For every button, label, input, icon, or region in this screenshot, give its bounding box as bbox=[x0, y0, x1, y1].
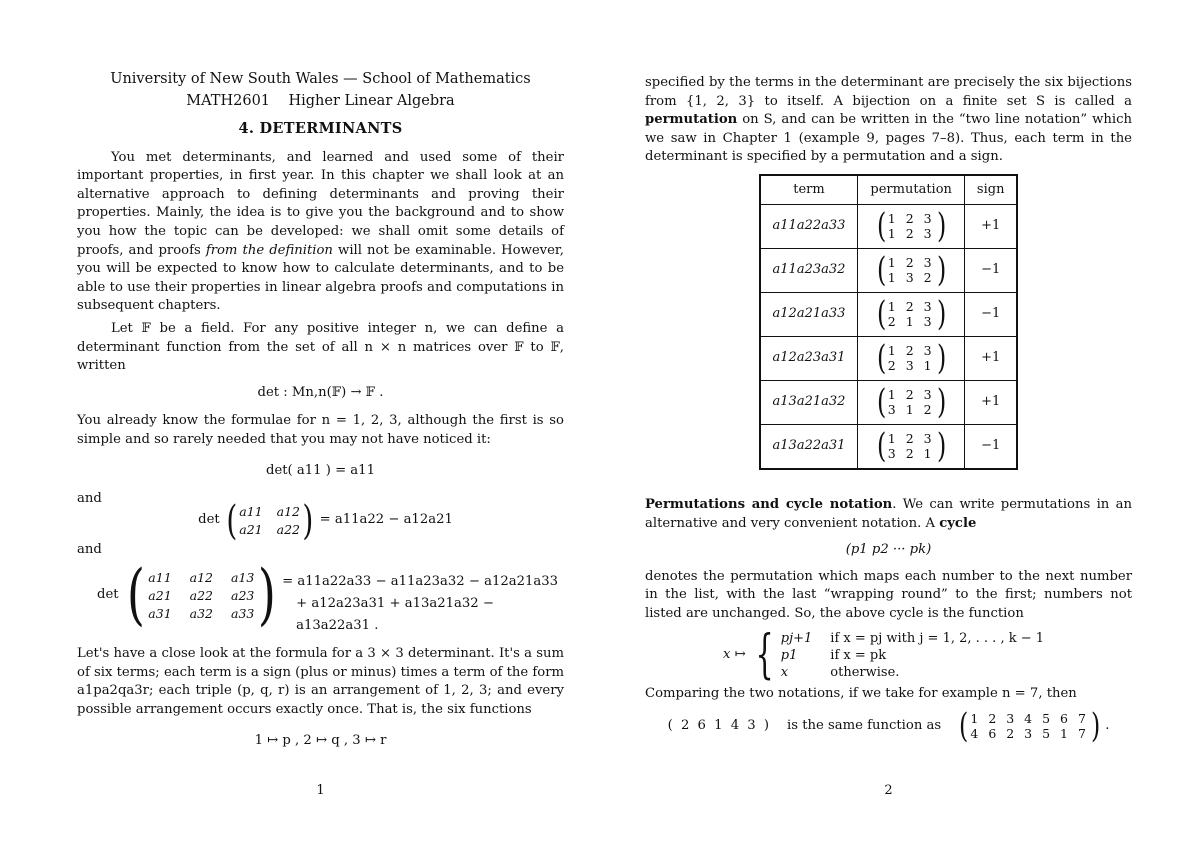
comparison-paragraph: Comparing the two notations, if we take for example n = 7, then bbox=[645, 685, 1077, 701]
case-value: pj+1 bbox=[780, 630, 813, 646]
page-1 bbox=[77, 68, 564, 756]
permutation-term: permutation bbox=[645, 112, 738, 128]
course-title: Higher Linear Algebra bbox=[288, 93, 455, 109]
two-line-permutation bbox=[875, 206, 948, 247]
page-number-2: 2 bbox=[884, 783, 893, 798]
course-header bbox=[77, 90, 564, 112]
field-paragraph: Let 𝔽 be a field. For any positive integer n, we can define a determinant function from the set of all n × n matrices over 𝔽 to 𝔽, written bbox=[77, 320, 564, 374]
equation-period: . bbox=[1105, 717, 1110, 733]
permutation-cell bbox=[858, 424, 965, 469]
case-condition: otherwise. bbox=[830, 664, 900, 680]
table-row bbox=[760, 248, 1018, 292]
term-cell: a12a21a33 bbox=[760, 292, 858, 336]
analysis-paragraph: Let's have a close look at the formula for a 3 × 3 determinant. It's a sum of six terms; each term is a sign (plus or minus) times a term of the form a1pa2qa3r; each triple (p, q, r) is an arrangement of 1, 2, 3; and every possible arrangement occurs exactly once. That is, the six functions bbox=[77, 646, 565, 718]
left-brace: { bbox=[755, 625, 774, 686]
perm-top: 1 2 3 bbox=[887, 387, 935, 403]
intro-text-a: You met determinants, and learned and used some of their important properties, in first year. In this chapter we shall look at an alternative approach to defining determinants and proving their properties. Mainly, the idea is to give you the background and to show you how the topic can be developed: we shall omit some details of proofs, and proofs bbox=[77, 149, 564, 258]
term-cell: a13a22a31 bbox=[760, 424, 858, 469]
permutation-table bbox=[759, 174, 1019, 470]
permutation-cell bbox=[858, 204, 965, 248]
two-line-rows bbox=[970, 711, 1089, 741]
det-3x3-rhs-line1: = a11a22a33 − a11a23a32 − a12a21a33 bbox=[282, 574, 559, 590]
matrix-entry: a32 bbox=[189, 605, 214, 621]
perm-bottom: 2 3 1 bbox=[887, 358, 935, 374]
two-line-rows bbox=[888, 299, 935, 329]
cases-grid bbox=[781, 630, 1044, 681]
bijection-text-b: on S, and can be written in the “two line notation” which we saw in Chapter 1 (example 9, pages 7–8). Thus, each term in the determinant is specified by a permutation and a sign. bbox=[645, 112, 1132, 165]
and-label-2: and bbox=[77, 541, 102, 557]
right-paren: ) bbox=[936, 338, 946, 379]
section-title: Permutations and cycle notation bbox=[645, 496, 893, 512]
permutation-cell bbox=[858, 248, 965, 292]
left-paren: ( bbox=[876, 382, 886, 423]
two-line-rows bbox=[888, 431, 935, 461]
sign-cell: −1 bbox=[964, 424, 1017, 469]
det-2x2-rhs: = a11a22 − a12a21 bbox=[319, 512, 453, 528]
intro-paragraph bbox=[77, 149, 564, 316]
term-cell: a12a23a31 bbox=[760, 336, 858, 380]
matrix-entry: a12 bbox=[276, 504, 300, 520]
cycle-term: cycle bbox=[939, 515, 977, 531]
sign-cell: −1 bbox=[964, 292, 1017, 336]
det-3x3-rhs bbox=[282, 571, 564, 637]
term-cell: a11a22a33 bbox=[760, 204, 858, 248]
left-paren: ( bbox=[876, 338, 886, 379]
perm-top: 1 2 3 bbox=[887, 211, 935, 227]
two-line-rows bbox=[888, 211, 935, 241]
header-permutation: permutation bbox=[858, 175, 965, 205]
right-paren: ) bbox=[936, 250, 946, 291]
two-line-bottom: 4 6 2 3 5 1 7 bbox=[970, 726, 1089, 742]
perm-bottom: 3 1 2 bbox=[887, 402, 935, 418]
det-label: det bbox=[198, 512, 220, 528]
header-sign: sign bbox=[964, 175, 1017, 205]
permutation-cell bbox=[858, 292, 965, 336]
two-line-top: 1 2 3 4 5 6 7 bbox=[970, 711, 1089, 727]
perm-top: 1 2 3 bbox=[887, 299, 935, 315]
matrix-entry: a11 bbox=[148, 569, 172, 585]
and-label-1: and bbox=[77, 491, 102, 507]
two-line-rows bbox=[888, 255, 935, 285]
sign-cell: +1 bbox=[964, 336, 1017, 380]
perm-bottom: 1 2 3 bbox=[887, 226, 935, 242]
two-line-example bbox=[957, 706, 1110, 747]
left-paren: ( bbox=[126, 556, 145, 634]
matrix-entry: a23 bbox=[231, 587, 255, 603]
left-paren: ( bbox=[876, 294, 886, 335]
det-3x3-rhs-line2: + a12a23a31 + a13a21a32 − a13a22a31 . bbox=[296, 596, 494, 634]
perm-bottom: 3 2 1 bbox=[887, 446, 935, 462]
det-map-equation: det : Mn,n(𝔽) → 𝔽 . bbox=[257, 384, 384, 400]
right-paren: ) bbox=[258, 556, 277, 634]
case-value: p1 bbox=[780, 647, 798, 663]
chapter-title: 4. DETERMINANTS bbox=[238, 120, 403, 137]
sign-cell: +1 bbox=[964, 204, 1017, 248]
two-line-permutation bbox=[875, 382, 948, 423]
two-line-rows bbox=[888, 343, 935, 373]
matrix-3x3 bbox=[123, 556, 281, 634]
two-line-rows bbox=[888, 387, 935, 417]
cycle-equation: (p1 p2 ··· pk) bbox=[845, 542, 932, 558]
left-paren: ( bbox=[876, 250, 886, 291]
table-row bbox=[760, 204, 1018, 248]
table-body bbox=[760, 204, 1018, 469]
cycle-function-definition bbox=[635, 625, 1132, 686]
matrix-entry: a31 bbox=[148, 605, 172, 621]
permutation-cell bbox=[858, 380, 965, 424]
right-paren: ) bbox=[936, 206, 946, 247]
matrix-entry: a22 bbox=[276, 522, 300, 538]
right-paren: ) bbox=[1090, 706, 1101, 747]
perm-bottom: 1 3 2 bbox=[887, 270, 935, 286]
matrix-entry: a11 bbox=[239, 504, 263, 520]
matrix-2x2 bbox=[224, 497, 316, 544]
cycle-example: ( 2 6 1 4 3 ) bbox=[667, 717, 772, 733]
perm-bottom: 2 1 3 bbox=[887, 314, 935, 330]
term-cell: a11a23a32 bbox=[760, 248, 858, 292]
matrix-entry: a12 bbox=[189, 569, 214, 585]
example-equation bbox=[645, 706, 1132, 747]
det-label: det bbox=[97, 586, 119, 602]
bijection-paragraph bbox=[645, 74, 1132, 167]
page-2 bbox=[645, 74, 1132, 747]
matrix-entry: a21 bbox=[239, 522, 263, 538]
permutation-cell bbox=[858, 336, 965, 380]
left-paren: ( bbox=[959, 706, 969, 747]
matrix-entry: a22 bbox=[189, 587, 214, 603]
table-row bbox=[760, 292, 1018, 336]
cases-block bbox=[748, 625, 1045, 686]
right-paren: ) bbox=[936, 294, 946, 335]
left-paren: ( bbox=[876, 206, 886, 247]
two-line-permutation bbox=[875, 426, 948, 467]
term-cell: a13a21a32 bbox=[760, 380, 858, 424]
bijection-text-a: specified by the terms in the determinant are precisely the six bijections from {1, 2, 3} to itself. A bijection on a finite set S is called a bbox=[645, 75, 1132, 109]
header-term: term bbox=[760, 175, 858, 205]
formulae-paragraph: You already know the formulae for n = 1, 2, 3, although the first is so simple and so rarely needed that you may not have noticed it: bbox=[77, 413, 564, 447]
perm-top: 1 2 3 bbox=[887, 343, 935, 359]
two-line-permutation bbox=[875, 338, 948, 379]
case-value: x bbox=[780, 664, 789, 680]
sign-cell: −1 bbox=[964, 248, 1017, 292]
left-paren: ( bbox=[876, 426, 886, 467]
cycle-definition-paragraph: denotes the permutation which maps each number to the next number in the list, with the last “wrapping round” to the first; numbers not listed are unchanged. So, the above cycle is the function bbox=[645, 568, 1132, 621]
matrix-2x2-entries bbox=[239, 503, 300, 538]
map-lhs: x ↦ bbox=[722, 646, 746, 662]
university-header: University of New South Wales — School of Mathematics bbox=[110, 71, 531, 87]
left-paren: ( bbox=[226, 497, 237, 544]
matrix-entry: a33 bbox=[231, 605, 255, 621]
right-paren: ) bbox=[302, 497, 314, 544]
right-paren: ) bbox=[936, 426, 946, 467]
matrix-entry: a21 bbox=[148, 587, 172, 603]
course-code: MATH2601 bbox=[186, 93, 271, 109]
cycle-text: . We can write permutations in an alternative and very convenient notation. A bbox=[645, 496, 1132, 531]
sign-cell: +1 bbox=[964, 380, 1017, 424]
same-as-text: is the same function as bbox=[787, 717, 942, 733]
right-paren: ) bbox=[936, 382, 946, 423]
det-2x2-equation bbox=[87, 497, 564, 544]
two-line-permutation bbox=[875, 294, 948, 335]
cycle-paragraph bbox=[645, 496, 1132, 533]
matrix-entry: a13 bbox=[231, 569, 255, 585]
intro-text-b: will not be examinable. However, you will be expected to know how to calculate determinants, and to be able to use their properties in linear algebra proofs and computations in subsequent chapters. bbox=[77, 242, 564, 314]
functions-equation: 1 ↦ p , 2 ↦ q , 3 ↦ r bbox=[254, 732, 387, 748]
page-number-1: 1 bbox=[316, 783, 325, 798]
intro-emphasis: from the definition bbox=[205, 242, 333, 258]
matrix-3x3-entries bbox=[148, 569, 254, 622]
table-row bbox=[760, 380, 1018, 424]
table-header-row bbox=[760, 175, 1018, 205]
det-1x1-equation: det( a11 ) = a11 bbox=[266, 462, 375, 478]
det-3x3-equation bbox=[97, 553, 564, 637]
case-condition: if x = pk bbox=[830, 647, 887, 663]
table-row bbox=[760, 336, 1018, 380]
perm-top: 1 2 3 bbox=[887, 431, 935, 447]
two-line-permutation bbox=[875, 250, 948, 291]
case-condition: if x = pj with j = 1, 2, . . . , k − 1 bbox=[830, 630, 1045, 646]
table-row bbox=[760, 424, 1018, 469]
perm-top: 1 2 3 bbox=[887, 255, 935, 271]
